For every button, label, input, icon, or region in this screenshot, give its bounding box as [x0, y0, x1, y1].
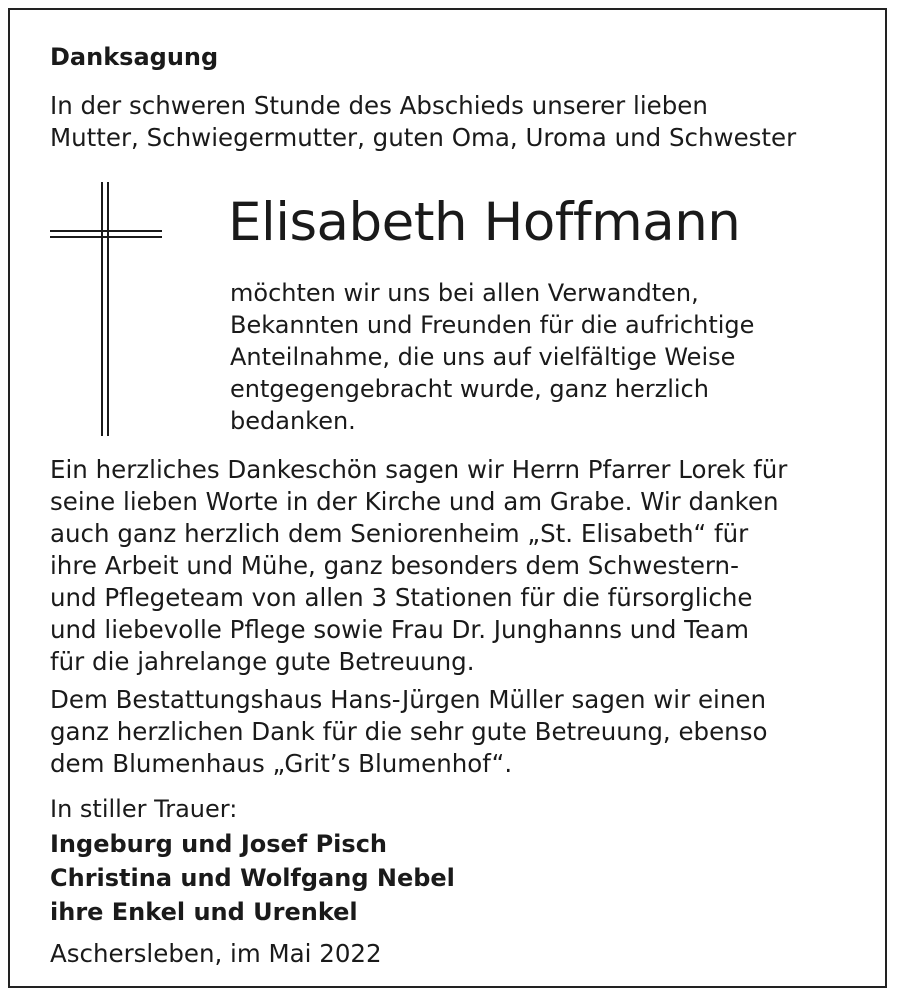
thanks-text [230, 277, 754, 437]
funeral-home-paragraph [50, 684, 767, 780]
signer-name: Ingeburg und Josef Pisch [50, 830, 388, 858]
paragraph-line: und Pflegeteam von allen 3 Stationen für die fürsorgliche [50, 583, 753, 612]
deceased-name: Elisabeth Hoffmann [228, 192, 741, 253]
intro-text [50, 90, 796, 154]
paragraph-line: Ein herzliches Dankeschön sagen wir Herrn Pfarrer Lorek für [50, 455, 788, 484]
thanks-line: Bekannten und Freunden für die aufrichtige [230, 311, 755, 339]
signer-name: Christina und Wolfgang Nebel [50, 864, 455, 892]
acknowledgement-paragraph [50, 454, 787, 678]
paragraph-line: Dem Bestattungshaus Hans-Jürgen Müller sagen wir einen [50, 685, 766, 714]
paragraph-line: und liebevolle Pflege sowie Frau Dr. Junghanns und Team [50, 615, 749, 644]
signers-list [50, 827, 455, 929]
intro-line: In der schweren Stunde des Abschieds unserer lieben [50, 91, 708, 120]
mourning-label: In stiller Trauer: [50, 795, 238, 823]
place-date: Aschersleben, im Mai 2022 [50, 939, 382, 968]
thanks-line: entgegengebracht wurde, ganz herzlich [230, 375, 709, 403]
christian-cross-icon [50, 182, 162, 436]
paragraph-line: dem Blumenhaus „Grit’s Blumenhof“. [50, 749, 513, 778]
intro-line: Mutter, Schwiegermutter, guten Oma, Uroma und Schwester [50, 123, 797, 152]
paragraph-line: seine lieben Worte in der Kirche und am Grabe. Wir danken [50, 487, 779, 516]
paragraph-line: für die jahrelange gute Betreuung. [50, 647, 475, 676]
paragraph-line: ganz herzlichen Dank für die sehr gute Betreuung, ebenso [50, 717, 768, 746]
notice-heading: Danksagung [50, 43, 219, 71]
paragraph-line: auch ganz herzlich dem Seniorenheim „St. Elisabeth“ für [50, 519, 749, 548]
paragraph-line: ihre Arbeit und Mühe, ganz besonders dem Schwestern- [50, 551, 739, 580]
thanks-line: möchten wir uns bei allen Verwandten, [230, 279, 699, 307]
thanks-line: bedanken. [230, 407, 356, 435]
signer-name: ihre Enkel und Urenkel [50, 898, 358, 926]
thanks-line: Anteilnahme, die uns auf vielfältige Weise [230, 343, 736, 371]
